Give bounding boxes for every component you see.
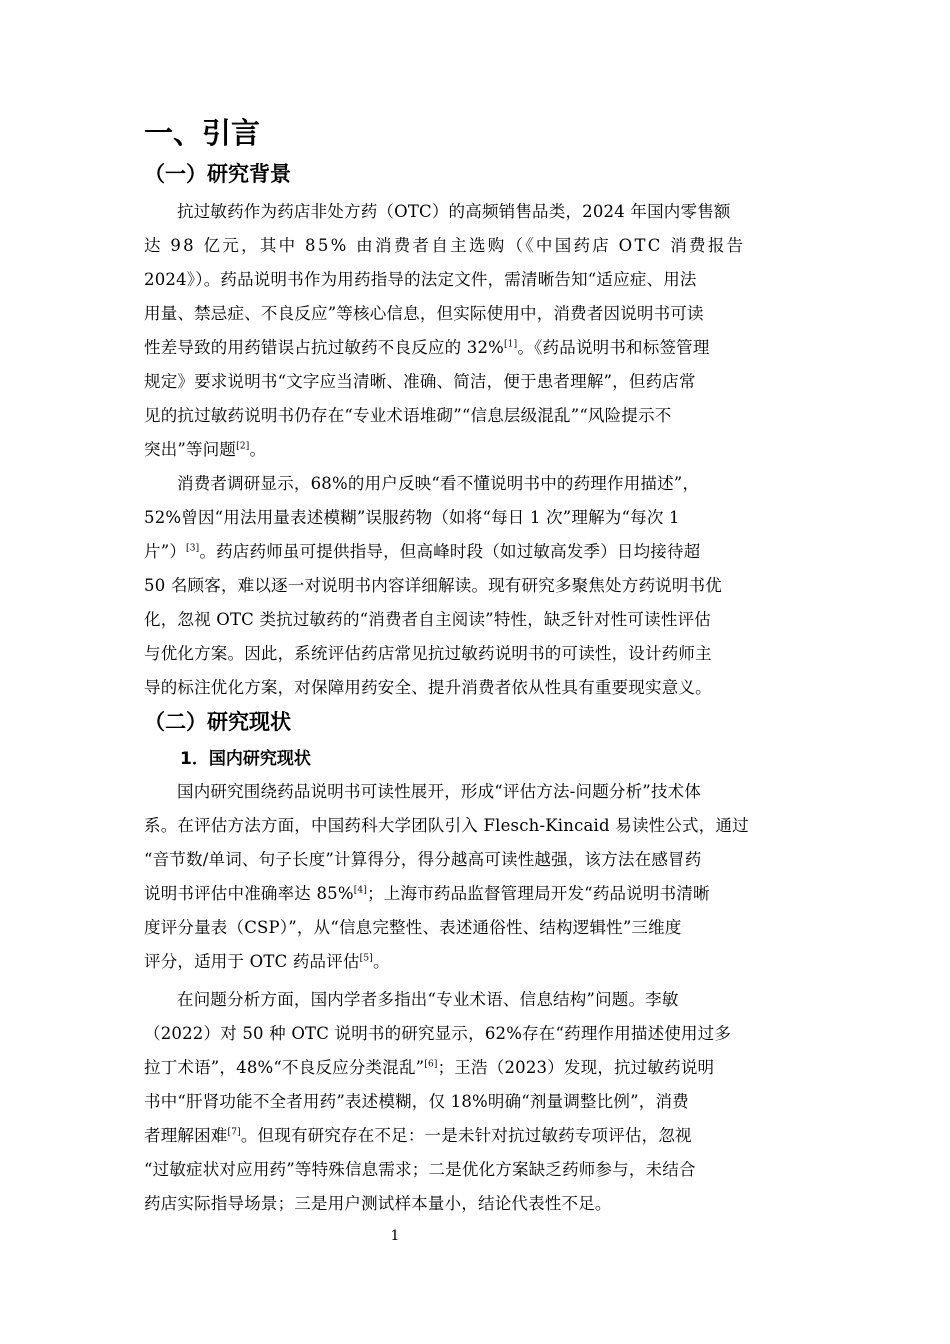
text-line: 药店实际指导场景；三是用户测试样本量小，结论代表性不足。 [144, 1194, 612, 1213]
text-line: “过敏症状对应用药”等特殊信息需求；二是优化方案缺乏药师参与，未结合 [144, 1160, 696, 1179]
text-line: “音节数/单词、句子长度”计算得分，得分越高可读性越强，该方法在感冒药 [144, 850, 702, 869]
citation-ref: [6] [424, 1059, 438, 1070]
text-line: 50 名顾客，难以逐一对说明书内容详细解读。现有研究多聚焦处方药说明书优 [144, 576, 722, 595]
text-segment: 。 [373, 952, 390, 971]
text-segment: 。 [249, 440, 267, 459]
page-content [144, 112, 808, 1221]
page-number: 1 [390, 1228, 400, 1244]
text-segment: 说明书评估中准确率达 85% [144, 884, 354, 903]
citation-ref: [4] [353, 885, 368, 896]
text-line: 国内研究围绕药品说明书可读性展开，形成“评估方法-问题分析”技术体 [177, 782, 702, 801]
section-title-background: （一）研究背景 [144, 162, 291, 186]
paragraph-domestic-2 [144, 983, 808, 1221]
citation-ref: [7] [227, 1127, 241, 1138]
text-line: 见的抗过敏药说明书仍存在“专业术语堆砌”“信息层级混乱”“风险提示不 [144, 406, 672, 425]
text-segment: 拉丁术语”，48%“不良反应分类混乱” [144, 1058, 425, 1077]
text-segment: 评分，适用于 OTC 药品评估 [144, 952, 360, 971]
chapter-title: 一、引言 [144, 116, 261, 150]
text-line: 在问题分析方面，国内学者多指出“专业术语、信息结构”问题。李敏 [177, 990, 679, 1009]
text-line: 导的标注优化方案，对保障用药安全、提升消费者依从性具有重要现实意义。 [144, 678, 712, 697]
text-line: 用量、禁忌症、不良反应”等核心信息，但实际使用中，消费者因说明书可读 [144, 304, 704, 323]
text-segment: 片”） [144, 542, 187, 561]
text-line-with-citation [144, 433, 808, 467]
text-line-with-citation [144, 1119, 808, 1153]
text-segment: 。《药品说明书和标签管理 [517, 338, 710, 357]
text-line: 度评分量表（CSP）”，从“信息完整性、表述通俗性、结构逻辑性”三维度 [144, 918, 682, 937]
text-line: 系。在评估方法方面，中国药科大学团队引入 Flesch-Kincaid 易读性公式，通过 [144, 816, 749, 835]
paragraph-background-1 [144, 195, 808, 467]
text-line-with-citation [144, 535, 808, 569]
text-line: 书中“肝肾功能不全者用药”表述模糊，仅 18%明确“剂量调整比例”，消费 [144, 1092, 689, 1111]
text-line: （2022）对 50 种 OTC 说明书的研究显示，62%存在“药理作用描述使用过多 [144, 1024, 732, 1043]
text-line-with-citation [144, 945, 808, 979]
text-line-with-citation [144, 877, 808, 911]
section-title-status: （二）研究现状 [144, 710, 291, 734]
text-line: 消费者调研显示，68%的用户反映“看不懂说明书中的药理作用描述”， [177, 474, 700, 493]
text-line-with-citation [144, 331, 808, 365]
text-segment: 。药店药师虽可提供指导，但高峰时段（如过敏高发季）日均接待超 [199, 542, 701, 561]
subsection-title-domestic: 1．国内研究现状 [180, 749, 311, 769]
text-segment: ；上海市药品监督管理局开发“药品说明书清晰 [367, 884, 710, 903]
citation-ref: [1] [504, 339, 518, 350]
text-segment: 。但现有研究存在不足：一是未针对抗过敏药专项评估，忽视 [240, 1126, 692, 1145]
citation-ref: [5] [359, 953, 374, 964]
text-line: 2024》）。药品说明书作为用药指导的法定文件，需清晰告知“适应症、用法 [144, 270, 697, 289]
text-line: 与优化方案。因此，系统评估药店常见抗过敏药说明书的可读性，设计药师主 [144, 644, 712, 663]
text-segment: 者理解困难 [144, 1126, 228, 1145]
text-line: 抗过敏药作为药店非处方药（OTC）的高频销售品类，2024 年国内零售额 [177, 202, 731, 221]
text-line: 52%曾因“用法用量表述模糊”误服药物（如将“每日 1 次”理解为“每次 1 [144, 508, 680, 527]
text-line: 规定》要求说明书“文字应当清晰、准确、简洁，便于患者理解”，但药店常 [144, 372, 696, 391]
text-segment: 性差导致的用药错误占抗过敏药不良反应的 32% [144, 338, 505, 357]
text-line: 化，忽视 OTC 类抗过敏药的“消费者自主阅读”特性，缺乏针对性可读性评估 [144, 610, 711, 629]
paragraph-background-2 [144, 467, 808, 705]
text-line: 达 98 亿元，其中 85% 由消费者自主选购（《中国药店 OTC 消费报告 [144, 236, 746, 255]
text-segment: 突出”等问题 [144, 440, 237, 459]
citation-ref: [2] [236, 441, 250, 452]
text-line-with-citation [144, 1051, 808, 1085]
citation-ref: [3] [186, 543, 200, 554]
paragraph-domestic-1 [144, 775, 808, 979]
text-segment: ；王浩（2023）发现，抗过敏药说明 [437, 1058, 715, 1077]
